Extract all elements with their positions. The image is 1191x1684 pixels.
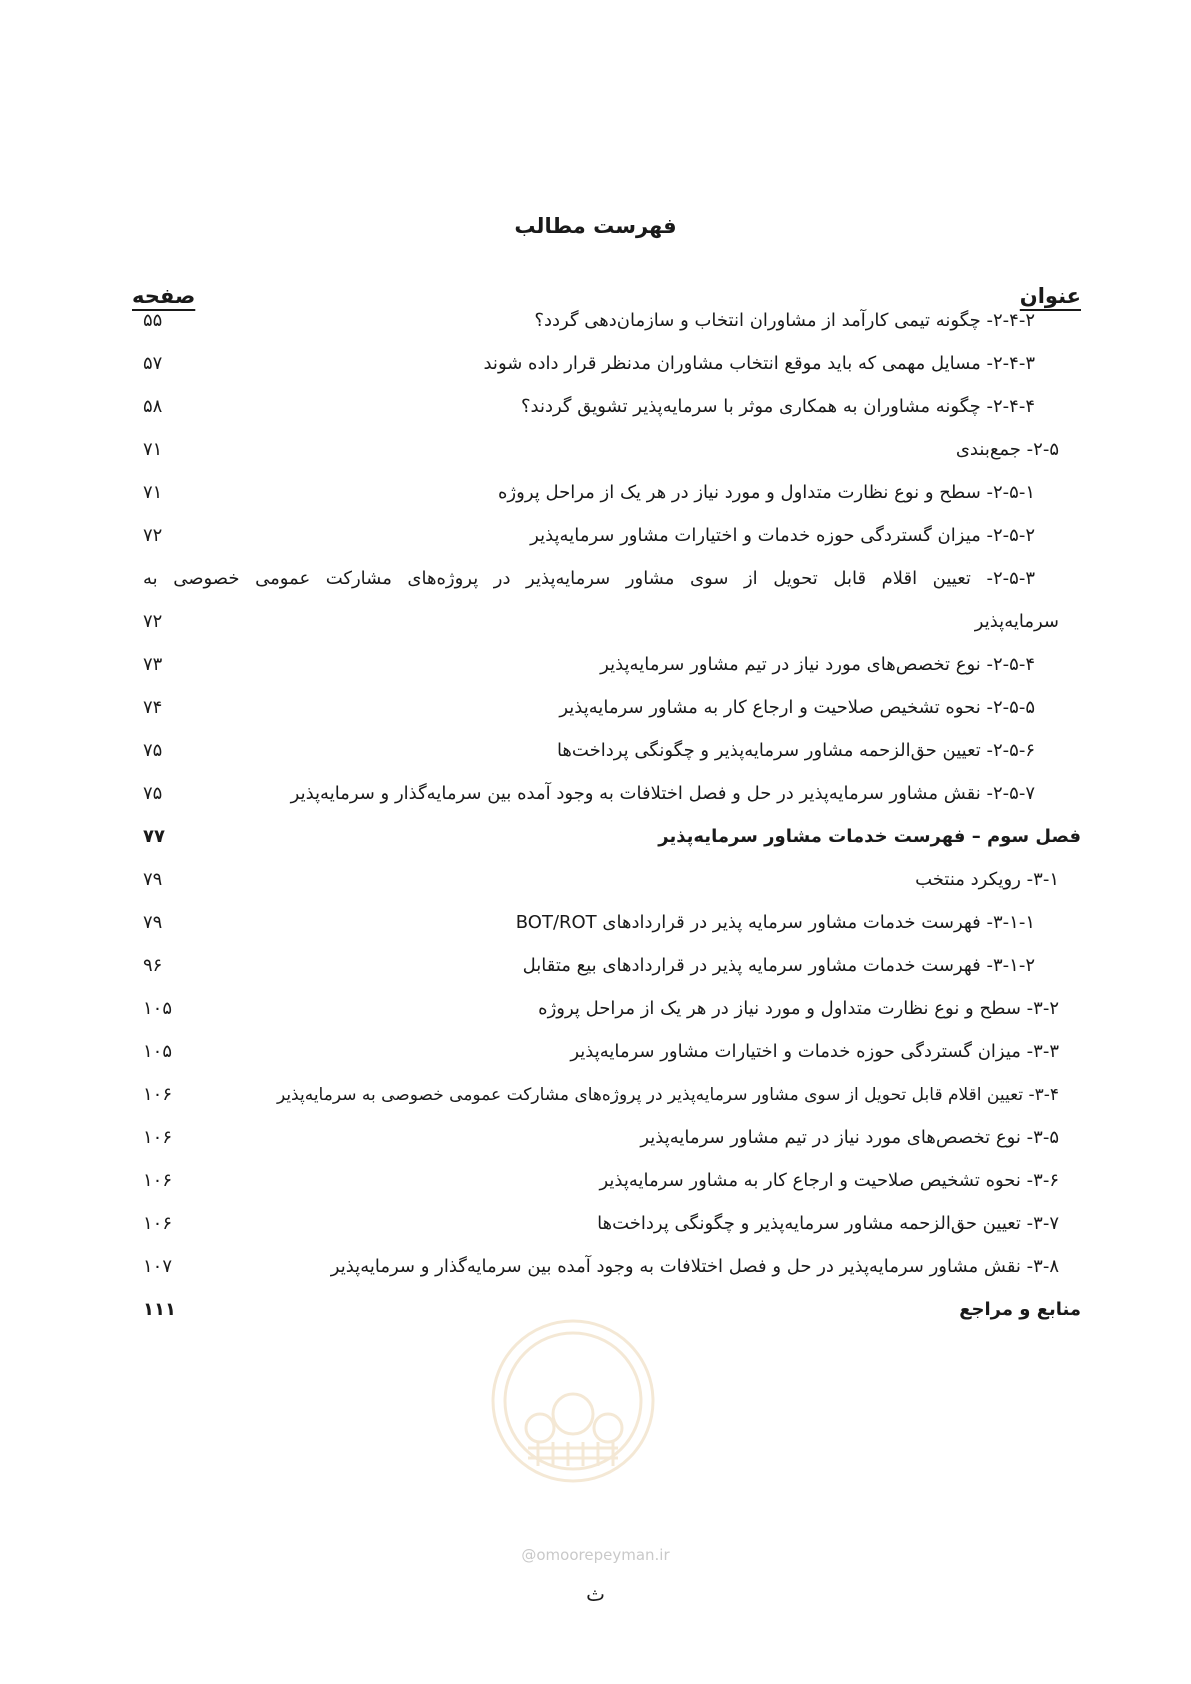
column-header-page: صفحه: [132, 284, 196, 308]
toc-entry-page: ۷۵: [143, 740, 163, 761]
toc-entry[interactable]: [143, 349, 1035, 379]
toc-entry-page: ۱۰۷: [143, 1256, 173, 1277]
toc-entry-title: ۲-۵-۲- میزان گستردگی حوزه خدمات و اختیارات مشاور سرمایه‌پذیر: [530, 525, 1035, 546]
toc-entry-page: ۷۹: [143, 869, 163, 890]
toc-entry[interactable]: [143, 908, 1035, 938]
toc-entry-title: ۲-۵-۱- سطح و نوع نظارت متداول و مورد نیاز در هر یک از مراحل پروژه: [498, 482, 1035, 503]
toc-entry-title: ۲-۵-۷- نقش مشاور سرمایه‌پذیر در حل و فصل اختلافات به وجود آمده بین سرمایه‌گذار و سرمایه‌پذیر: [290, 783, 1035, 804]
toc-entry-page: ۱۱۱: [143, 1299, 176, 1320]
toc-entry[interactable]: [143, 564, 1035, 594]
toc-entry-page: ۷۷: [143, 826, 165, 847]
toc-entry-title: ۳-۵- نوع تخصص‌های مورد نیاز در تیم مشاور سرمایه‌پذیر: [640, 1127, 1059, 1148]
toc-entry-title: سرمایه‌پذیر: [974, 611, 1059, 632]
toc-entry-title: ۲-۴-۲- چگونه تیمی کارآمد از مشاوران انتخاب و سازمان‌دهی گردد؟: [534, 310, 1035, 331]
toc-entry-page: ۵۸: [143, 396, 163, 417]
toc-entry-title: ۳-۲- سطح و نوع نظارت متداول و مورد نیاز در هر یک از مراحل پروژه: [538, 998, 1059, 1019]
toc-entry-page: ۵۵: [143, 310, 163, 331]
toc-entry-page: ۱۰۶: [143, 1213, 173, 1234]
toc-entry[interactable]: [143, 1080, 1059, 1110]
toc-entry-title: ۲-۵- جمع‌بندی: [955, 439, 1059, 460]
watermark-seal-icon: [488, 1316, 658, 1486]
toc-entry[interactable]: [143, 865, 1059, 895]
toc-entry[interactable]: [143, 521, 1035, 551]
toc-entry-continuation[interactable]: [143, 607, 1059, 637]
toc-entry[interactable]: [143, 435, 1059, 465]
toc-entry[interactable]: [143, 1209, 1059, 1239]
toc-entry-title: ۳-۸- نقش مشاور سرمایه‌پذیر در حل و فصل اختلافات به وجود آمده بین سرمایه‌گذار و سرمایه‌پذیر: [330, 1256, 1059, 1277]
toc-entry-title: ۳-۴- تعیین اقلام قابل تحویل از سوی مشاور سرمایه‌پذیر در پروژه‌های مشارکت عمومی خصوصی به سرمایه‌پذیر: [276, 1085, 1059, 1105]
toc-entry-title: فصل سوم – فهرست خدمات مشاور سرمایه‌پذیر: [658, 826, 1081, 847]
toc-entry-page: ۷۴: [143, 697, 163, 718]
toc-entry-title: ۲-۵-۳- تعیین اقلام قابل تحویل از سوی مشاور سرمایه‌پذیر در پروژه‌های مشارکت عمومی خصوصی به: [143, 568, 1035, 589]
toc-entry-title: ۲-۴-۴- چگونه مشاوران به همکاری موثر با سرمایه‌پذیر تشویق گردند؟: [520, 396, 1035, 417]
toc-entry[interactable]: [143, 1252, 1059, 1282]
toc-entry-page: ۱۰۵: [143, 998, 173, 1019]
toc-entry-title: ۲-۵-۵- نحوه تشخیص صلاحیت و ارجاع کار به مشاور سرمایه‌پذیر: [559, 697, 1035, 718]
toc-entry-page: ۷۹: [143, 912, 163, 933]
toc-entry[interactable]: [143, 994, 1059, 1024]
toc-entry-page: ۵۷: [143, 353, 163, 374]
toc-entry[interactable]: [143, 779, 1035, 809]
toc-entry-page: ۷۵: [143, 783, 163, 804]
toc-entry-title: ۲-۵-۶- تعیین حق‌الزحمه مشاور سرمایه‌پذیر و چگونگی پرداخت‌ها: [556, 740, 1035, 761]
toc-entry[interactable]: [143, 306, 1035, 336]
toc-entry-page: ۹۶: [143, 955, 163, 976]
page-number: ث: [586, 1582, 605, 1606]
toc-entry-title: ۳-۷- تعیین حق‌الزحمه مشاور سرمایه‌پذیر و چگونگی پرداخت‌ها: [597, 1213, 1059, 1234]
watermark-site: @omoorepeyman.ir: [521, 1546, 670, 1564]
toc-entry[interactable]: [143, 1037, 1059, 1067]
toc-entry-page: ۱۰۶: [143, 1170, 173, 1191]
toc-entry[interactable]: [143, 478, 1035, 508]
page-title: فهرست مطالب: [514, 214, 677, 238]
toc-entry[interactable]: [143, 1123, 1059, 1153]
toc-entry-page: ۱۰۵: [143, 1041, 173, 1062]
toc-entry-title: ۳-۶- نحوه تشخیص صلاحیت و ارجاع کار به مشاور سرمایه‌پذیر: [599, 1170, 1059, 1191]
toc-entry-page: ۷۱: [143, 482, 163, 503]
toc-entry[interactable]: [143, 693, 1035, 723]
toc-chapter[interactable]: [143, 822, 1081, 852]
toc-entry[interactable]: [143, 650, 1035, 680]
toc-entry-page: ۷۳: [143, 654, 163, 675]
toc-entry-title: ۲-۴-۳- مسایل مهمی که باید موقع انتخاب مشاوران مدنظر قرار داده شوند: [483, 353, 1035, 374]
toc-entry-title: ۳-۱- رویکرد منتخب: [915, 869, 1059, 890]
toc-entry-title: ۲-۵-۴- نوع تخصص‌های مورد نیاز در تیم مشاور سرمایه‌پذیر: [600, 654, 1035, 675]
column-header-title: عنوان: [1019, 284, 1081, 308]
toc-entry-title: ۳-۱-۱- فهرست خدمات مشاور سرمایه پذیر در قراردادهای BOT/ROT: [515, 912, 1035, 933]
toc-entry[interactable]: [143, 951, 1035, 981]
toc-entry-page: ۷۲: [143, 611, 163, 632]
toc-entry[interactable]: [143, 736, 1035, 766]
toc-entry[interactable]: [143, 392, 1035, 422]
toc-entry-page: ۷۲: [143, 525, 163, 546]
toc-entry[interactable]: [143, 1166, 1059, 1196]
toc-entry-page: ۱۰۶: [143, 1084, 173, 1105]
toc-entry-page: ۷۱: [143, 439, 163, 460]
toc-entry-title: ۳-۱-۲- فهرست خدمات مشاور سرمایه پذیر در قراردادهای بیع متقابل: [522, 955, 1035, 976]
toc-entry-title: منابع و مراجع: [959, 1299, 1081, 1320]
toc-entry-title: ۳-۳- میزان گستردگی حوزه خدمات و اختیارات مشاور سرمایه‌پذیر: [570, 1041, 1059, 1062]
toc-entry-page: ۱۰۶: [143, 1127, 173, 1148]
